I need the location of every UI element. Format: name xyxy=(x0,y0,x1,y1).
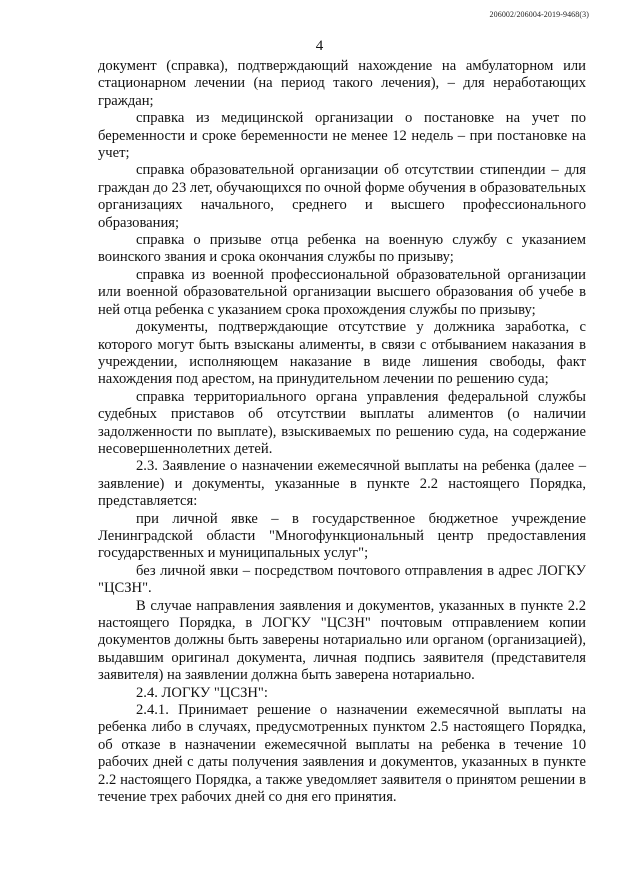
paragraph-notarization: В случае направления заявления и документов, указанных в пункте 2.2 настоящего Порядка, в ЛОГКУ "ЦСЗН" почтовым отправлением копии документов должны быть заверены нотариально или органом (организацией), выдавшим оригинал документа, личная подпись заявителя (представителя заявителя) на заявлении должна быть заверена нотариально. xyxy=(98,597,586,684)
paragraph-pregnancy-certificate: справка из медицинской организации о постановке на учет по беременности и сроке беременности не менее 12 недель – при постановке на учет; xyxy=(98,110,586,162)
paragraph-section-2-3: 2.3. Заявление о назначении ежемесячной выплаты на ребенка (далее – заявление) и документы, указанные в пункте 2.2 настоящего Порядка, представляется: xyxy=(98,458,586,510)
paragraph-military-school-certificate: справка из военной профессиональной образовательной организации или военной образовательной организации высшего образования об учебе в ней отца ребенка с указанием срока прохождения службы по призыву; xyxy=(98,266,586,318)
document-body xyxy=(98,58,586,806)
document-registration-number: 206002/206004-2019-9468(3) xyxy=(489,10,589,19)
paragraph-postal-submission: без личной явки – посредством почтового отправления в адрес ЛОГКУ "ЦСЗН". xyxy=(98,562,586,597)
paragraph-section-2-4-1: 2.4.1. Принимает решение о назначении ежемесячной выплаты на ребенка либо в случаях, предусмотренных пунктом 2.5 настоящего Порядка, об отказе в назначении ежемесячной выплаты на ребенка в течение 10 рабочих дней с даты получения заявления и документов, указанных в пункте 2.2 настоящего Порядка, а также уведомляет заявителя о принятом решении в течение трех рабочих дней со дня его принятия. xyxy=(98,702,586,806)
paragraph-outpatient-document: документ (справка), подтверждающий нахождение на амбулаторном или стационарном лечении (на период такого лечения), – для неработающих граждан; xyxy=(98,58,586,109)
page-number: 4 xyxy=(315,38,324,54)
paragraph-section-2-4: 2.4. ЛОГКУ "ЦСЗН": xyxy=(136,684,268,701)
paragraph-bailiff-certificate: справка территориального органа управления федеральной службы судебных приставов об отсутствии выплаты алиментов (о наличии задолженности по выплате), взыскиваемых по решению суда, на содержание несовершеннолетних детей. xyxy=(98,388,586,457)
paragraph-debtor-income-documents: документы, подтверждающие отсутствие у должника заработка, с которого могут быть взысканы алименты, в связи с отбыванием наказания в учреждении, исполняющем наказание в виде лишения свободы, факт нахождения под арестом, на принудительном лечении по решению суда; xyxy=(98,319,586,388)
paragraph-personal-visit: при личной явке – в государственное бюджетное учреждение Ленинградской области "Многофункциональный центр предоставления государственных и муниципальных услуг"; xyxy=(98,510,586,562)
paragraph-scholarship-certificate: справка образовательной организации об отсутствии стипендии – для граждан до 23 лет, обучающихся по очной форме обучения в образовательных организациях начального, среднего и высшего профессионального образования; xyxy=(98,162,586,231)
paragraph-military-draft-certificate: справка о призыве отца ребенка на военную службу с указанием воинского звания и срока окончания службы по призыву; xyxy=(98,232,586,266)
